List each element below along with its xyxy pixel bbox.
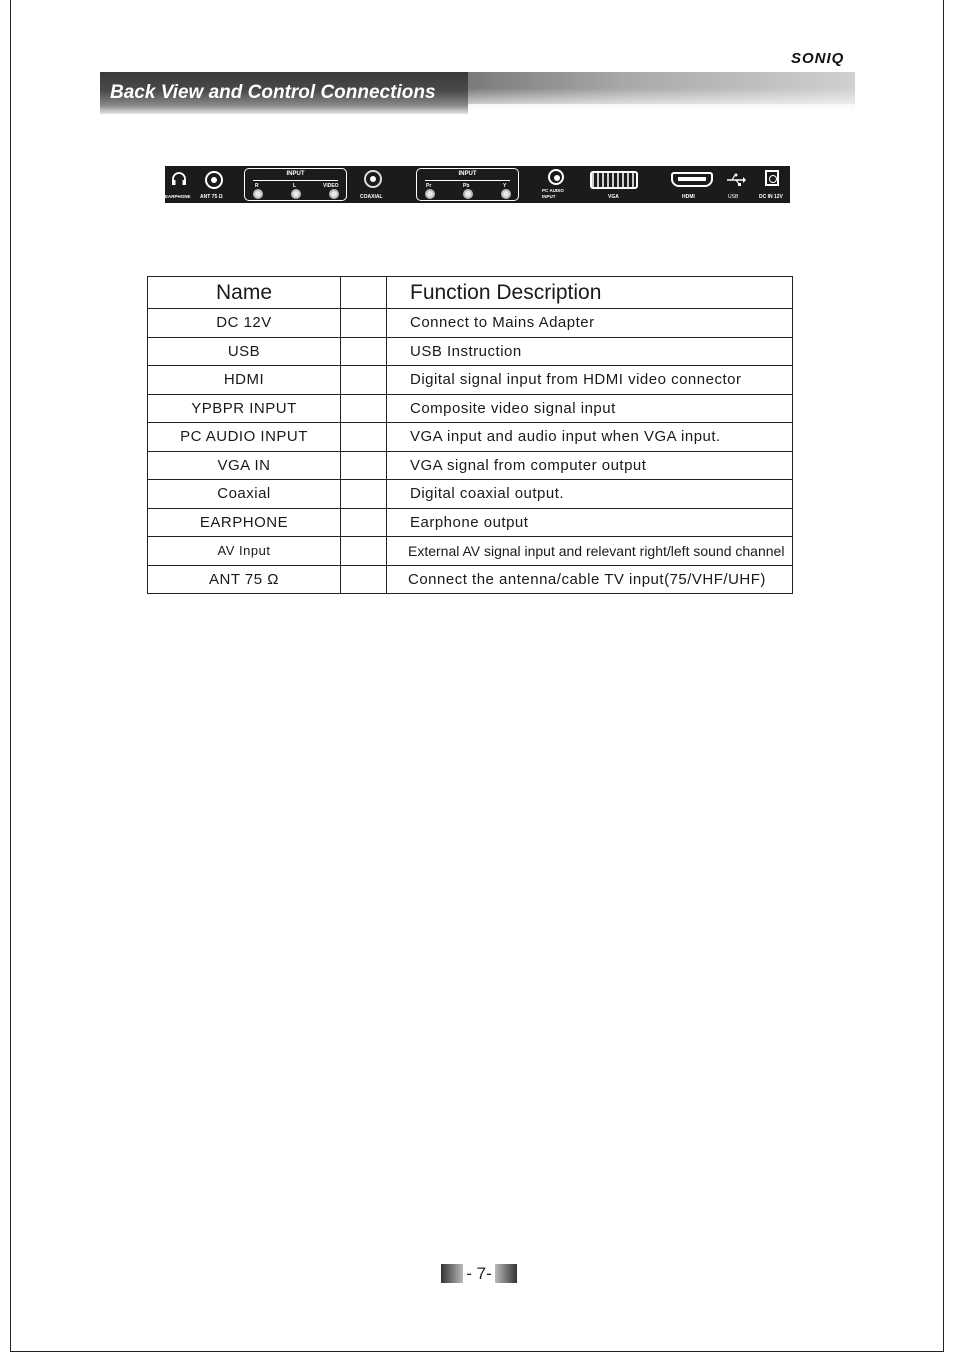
table-row: [148, 451, 793, 480]
row-gap: [341, 508, 387, 537]
coaxial-port-label: COAXIAL: [360, 194, 383, 200]
ypbpr-port-pr-label: Pr: [426, 183, 432, 189]
row-description: Connect the antenna/cable TV input(75/VHF/UHF): [387, 565, 793, 594]
table-header-description: Function Description: [387, 277, 793, 309]
row-name: HDMI: [148, 366, 341, 395]
ypbpr-input-group-title: INPUT: [458, 171, 477, 177]
row-gap: [341, 565, 387, 594]
row-name: EARPHONE: [148, 508, 341, 537]
ypbpr-jack-pb: [463, 189, 473, 199]
av-input-group: [244, 168, 347, 201]
row-name: YPBPR INPUT: [148, 394, 341, 423]
ypbpr-input-divider: [425, 180, 510, 181]
ypbpr-input-group: [416, 168, 519, 201]
row-description: Digital coaxial output.: [387, 480, 793, 509]
row-gap: [341, 394, 387, 423]
page-number: - 7-: [466, 1264, 492, 1283]
section-title: Back View and Control Connections: [110, 82, 436, 103]
row-description: External AV signal input and relevant right/left sound channel: [387, 537, 793, 566]
page-number-badge: [441, 1264, 517, 1283]
table-row: [148, 508, 793, 537]
table-row: [148, 537, 793, 566]
row-gap: [341, 451, 387, 480]
ypbpr-port-pb-label: Pb: [463, 183, 470, 189]
usb-port-label: USB: [728, 194, 739, 200]
av-port-r-label: R: [255, 183, 259, 189]
usb-icon: [726, 173, 746, 187]
row-name: AV Input: [148, 537, 341, 566]
pc-audio-port: [548, 169, 564, 185]
row-name: DC 12V: [148, 309, 341, 338]
row-name: VGA IN: [148, 451, 341, 480]
av-input-divider: [253, 180, 338, 181]
pc-audio-port-label: PC AUDIO INPUT: [542, 188, 564, 199]
row-description: Connect to Mains Adapter: [387, 309, 793, 338]
page-number-right-bar: [495, 1264, 517, 1283]
row-description: VGA signal from computer output: [387, 451, 793, 480]
dc-in-port-label: DC IN 12V: [759, 194, 783, 200]
row-name: PC AUDIO INPUT: [148, 423, 341, 452]
dc-in-port: [765, 170, 779, 186]
table-row: [148, 309, 793, 338]
row-description: Digital signal input from HDMI video connector: [387, 366, 793, 395]
ant-port-label: ANT 75 Ω: [200, 194, 223, 200]
row-gap: [341, 337, 387, 366]
table-row: [148, 366, 793, 395]
hdmi-port: [671, 172, 713, 187]
earphone-port-label: EARPHONE: [165, 194, 191, 199]
row-gap: [341, 480, 387, 509]
av-jack-video: [329, 189, 339, 199]
table-header-name: Name: [148, 277, 341, 309]
av-input-group-title: INPUT: [286, 171, 305, 177]
av-port-video-label: VIDEO: [323, 183, 339, 189]
row-gap: [341, 309, 387, 338]
hdmi-port-label: HDMI: [682, 194, 695, 200]
coaxial-port: [364, 170, 382, 188]
row-name: USB: [148, 337, 341, 366]
table-row: [148, 480, 793, 509]
av-jack-r: [253, 189, 263, 199]
table-row: [148, 565, 793, 594]
row-name: ANT 75 Ω: [148, 565, 341, 594]
av-jack-l: [291, 189, 301, 199]
antenna-port: [205, 171, 223, 189]
table-row: [148, 394, 793, 423]
connections-table: [147, 276, 793, 594]
row-gap: [341, 423, 387, 452]
table-header-gap: [341, 277, 387, 309]
row-gap: [341, 537, 387, 566]
row-description: VGA input and audio input when VGA input.: [387, 423, 793, 452]
ypbpr-jack-y: [501, 189, 511, 199]
vga-port: [590, 171, 638, 189]
row-description: Earphone output: [387, 508, 793, 537]
row-description: USB Instruction: [387, 337, 793, 366]
row-description: Composite video signal input: [387, 394, 793, 423]
headphone-icon: [171, 171, 187, 187]
table-header-row: [148, 277, 793, 309]
brand-logo: SONIQ: [791, 50, 845, 67]
table-row: [148, 337, 793, 366]
row-name: Coaxial: [148, 480, 341, 509]
section-header-fade: [468, 88, 855, 114]
table-row: [148, 423, 793, 452]
page-number-left-bar: [441, 1264, 463, 1283]
ypbpr-jack-pr: [425, 189, 435, 199]
vga-port-label: VGA: [608, 194, 619, 200]
ypbpr-port-y-label: Y: [503, 183, 507, 189]
row-gap: [341, 366, 387, 395]
back-panel-diagram: [165, 166, 790, 203]
av-port-l-label: L: [293, 183, 297, 189]
